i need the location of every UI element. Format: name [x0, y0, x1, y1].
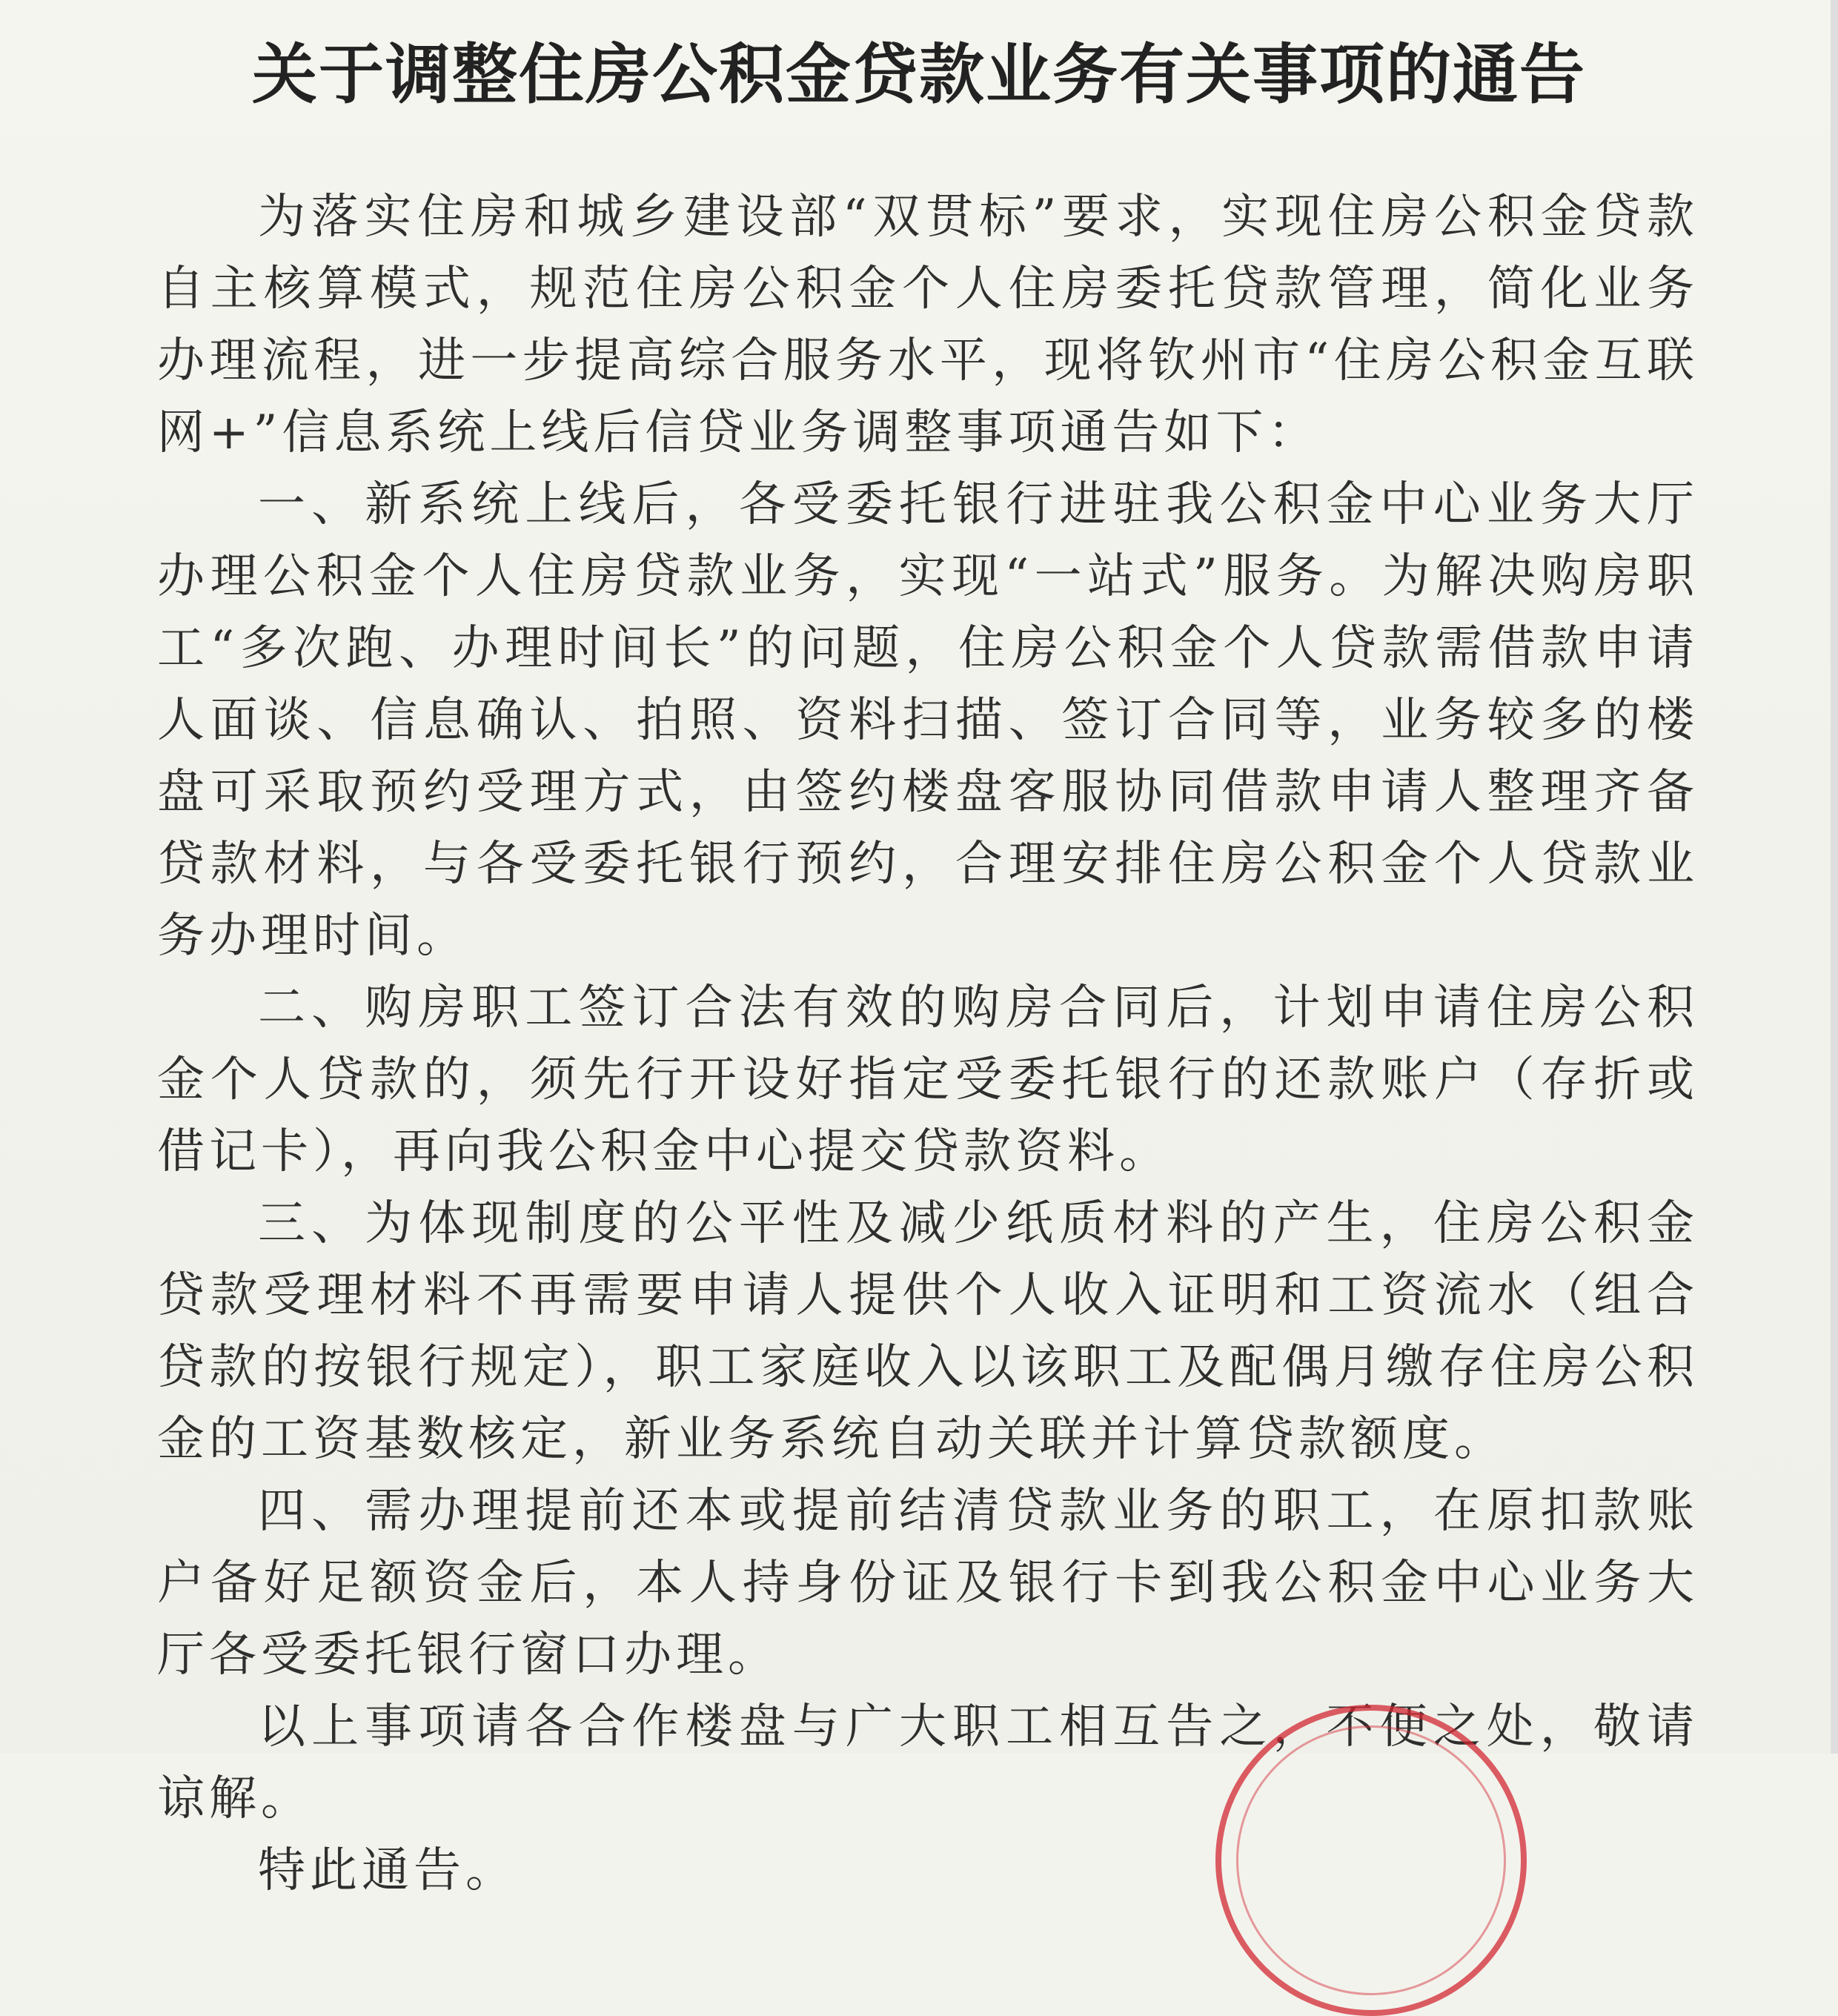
document-body [157, 182, 1699, 1907]
paragraph-intro: 为落实住房和城乡建设部“双贯标”要求，实现住房公积金贷款自主核算模式，规范住房公积金个人住房委托贷款管理，简化业务办理流程，进一步提高综合服务水平，现将钦州市“住房公积金互联网+”信息系统上线后信贷业务调整事项通告如下： [157, 190, 1699, 460]
paragraph-closing: 以上事项请各合作楼盘与广大职工相互告之，不便之处，敬请谅解。 [157, 1700, 1699, 1826]
paragraph-item-2: 二、购房职工签订合法有效的购房合同后，计划申请住房公积金个人贷款的，须先行开设好指定受委托银行的还款账户（存折或借记卡），再向我公积金中心提交贷款资料。 [157, 981, 1699, 1179]
paragraph-notice-end: 特此通告。 [258, 1843, 517, 1898]
paragraph-item-1: 一、新系统上线后，各受委托银行进驻我公积金中心业务大厅办理公积金个人住房贷款业务，实现“一站式”服务。为解决购房职工“多次跑、办理时间长”的问题，住房公积金个人贷款需借款申请人面谈、信息确认、拍照、资料扫描、签订合同等，业务较多的楼盘可采取预约受理方式，由签约楼盘客服协同借款申请人整理齐备贷款材料，与各受委托银行预约，合理安排住房公积金个人贷款业务办理时间。 [157, 477, 1699, 964]
official-seal-stamp [1215, 1705, 1527, 2016]
paragraph-item-3: 三、为体现制度的公平性及减少纸质材料的产生，住房公积金贷款受理材料不再需要申请人提供个人收入证明和工资流水（组合贷款的按银行规定），职工家庭收入以该职工及配偶月缴存住房公积金的工资基数核定，新业务系统自动关联并计算贷款额度。 [157, 1196, 1699, 1467]
paragraph-item-4: 四、需办理提前还本或提前结清贷款业务的职工，在原扣款账户备好足额资金后，本人持身份证及银行卡到我公积金中心业务大厅各受委托银行窗口办理。 [157, 1484, 1699, 1682]
scan-edge [1831, 0, 1838, 1754]
document-title: 关于调整住房公积金贷款业务有关事项的通告 [251, 36, 1586, 113]
seal-inner-ring [1236, 1725, 1506, 1995]
